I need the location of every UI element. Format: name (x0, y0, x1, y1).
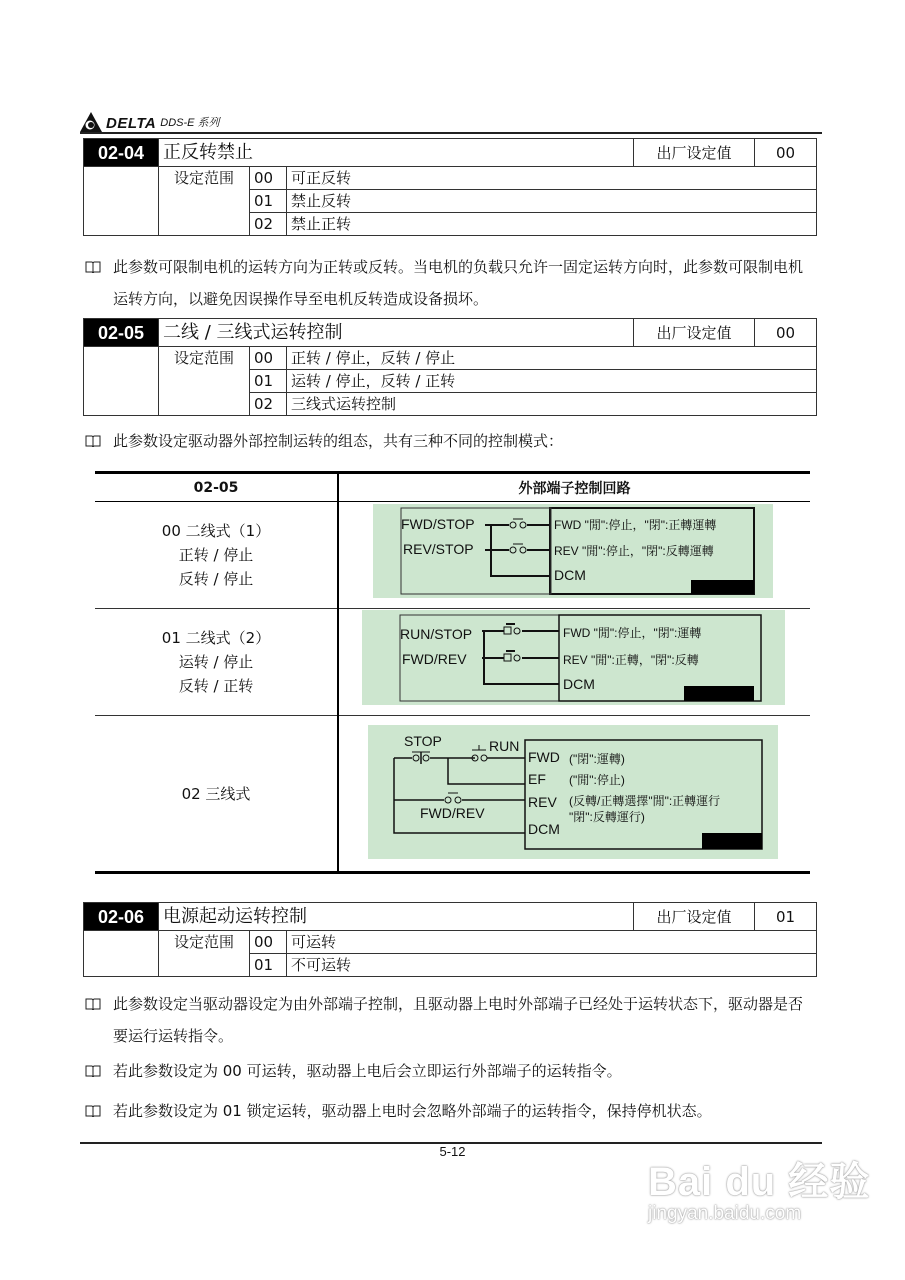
page-number: 5-12 (439, 1144, 466, 1159)
default-label: 出厂设定值 (634, 139, 755, 167)
param-name: 正反转禁止 (159, 139, 634, 167)
range-label: 设定范围 (159, 931, 250, 977)
param-table-02-04 (83, 138, 817, 236)
mode-line: 正转 / 停止 (178, 546, 254, 564)
note-text: 若此参数设定为 01 锁定运转，驱动器上电时会忽略外部端子的运转指令，保持停机状态。 (113, 1102, 712, 1120)
terminal-desc: (反轉/正轉選擇"閒":正轉運行 (569, 794, 721, 808)
terminal-desc: ("閒":停止) (569, 773, 625, 787)
default-value: 00 (755, 139, 817, 167)
book-icon (85, 261, 101, 273)
option-text: 正转 / 停止，反转 / 停止 (287, 347, 817, 370)
input-label: FWD/REV (402, 651, 467, 667)
mode-cell (95, 609, 338, 716)
range-label: 设定范围 (159, 167, 250, 236)
wiring-diagram-2wire-2 (362, 610, 785, 705)
default-label: 出厂设定值 (634, 903, 755, 931)
default-value: 01 (755, 903, 817, 931)
wiring-diagram-2wire-1 (373, 504, 773, 598)
terminal-label: REV "閒":正轉，"閉":反轉 (563, 653, 699, 667)
blank-cell (84, 167, 159, 236)
terminal-label: DCM (528, 821, 560, 837)
note-4 (85, 1055, 815, 1087)
terminal-label: DCM (554, 567, 586, 583)
default-label: 出厂设定值 (634, 319, 755, 347)
mode-line: 00 二线式（1） (161, 522, 271, 540)
param-code: 02-06 (84, 903, 159, 931)
note-1 (85, 251, 815, 315)
input-label: FWD/STOP (401, 516, 475, 532)
delta-triangle-icon (80, 112, 102, 132)
terminal-desc: ("閉":運轉) (569, 752, 625, 766)
mode-cell (95, 716, 338, 873)
terminal-label: DCM (563, 676, 595, 692)
param-code: 02-04 (84, 139, 159, 167)
terminal-label: EF (528, 771, 546, 787)
option-text: 运转 / 停止，反转 / 正转 (287, 370, 817, 393)
default-value: 00 (755, 319, 817, 347)
watermark-brand: Bai du 经验 (648, 1160, 871, 1204)
note-5 (85, 1095, 815, 1127)
param-table-02-06 (83, 902, 817, 977)
param-code: 02-05 (84, 319, 159, 347)
watermark-url: jingyan.baidu.com (648, 1203, 802, 1224)
param-name: 电源起动运转控制 (159, 903, 634, 931)
terminal-label: FWD (528, 749, 560, 765)
option-text: 三线式运转控制 (287, 393, 817, 416)
terminal-label: REV "閒":停止，"閉":反轉運轉 (554, 544, 714, 558)
option-code: 02 (250, 213, 287, 236)
mode-line: 01 二线式（2） (161, 629, 271, 647)
terminal-label: FWD "閒":停止，"閉":運轉 (563, 626, 702, 640)
option-code: 00 (250, 931, 287, 954)
note-text: 此参数可限制电机的运转方向为正转或反转。当电机的负载只允许一固定运转方向时，此参数可限制电机运转方向，以避免因误操作导至电机反转造成设备损坏。 (113, 258, 804, 308)
terminal-label: FWD "閒":停止，"閉":正轉運轉 (554, 518, 717, 532)
mode-cell (95, 502, 338, 609)
baidu-watermark (648, 1150, 870, 1225)
option-code: 01 (250, 370, 287, 393)
option-code: 01 (250, 954, 287, 977)
mode-line: 02 三线式 (181, 784, 251, 803)
option-code: 00 (250, 347, 287, 370)
option-text: 禁止反转 (287, 190, 817, 213)
blank-cell (84, 347, 159, 416)
input-label: REV/STOP (403, 541, 474, 557)
note-text: 此参数设定当驱动器设定为由外部端子控制，且驱动器上电时外部端子已经处于运转状态下，驱动器是否要运行运转指令。 (113, 995, 804, 1045)
book-icon (85, 1065, 101, 1077)
mode-line: 运转 / 停止 (178, 653, 254, 671)
wiring-diagram-3wire (368, 725, 778, 859)
range-label: 设定范围 (159, 347, 250, 416)
blank-cell (84, 931, 159, 977)
param-name: 二线 / 三线式运转控制 (159, 319, 634, 347)
book-icon (85, 435, 101, 447)
option-text: 不可运转 (287, 954, 817, 977)
option-text: 可运转 (287, 931, 817, 954)
terminal-desc: "閉":反轉運行) (569, 810, 645, 824)
note-text: 若此参数设定为 00 可运转，驱动器上电后会立即运行外部端子的运转指令。 (113, 1062, 622, 1080)
mode-line: 反转 / 停止 (178, 570, 254, 588)
series-name: DDS-E 系列 (160, 117, 220, 129)
book-icon (85, 998, 101, 1010)
run-label: RUN (489, 738, 520, 754)
col-header: 外部端子控制回路 (338, 473, 810, 502)
option-code: 01 (250, 190, 287, 213)
col-header: 02-05 (95, 473, 338, 502)
note-text: 此参数设定驱动器外部控制运转的组态，共有三种不同的控制模式： (113, 432, 564, 450)
note-2 (85, 425, 815, 457)
input-label: RUN/STOP (400, 626, 473, 642)
option-code: 02 (250, 393, 287, 416)
note-3 (85, 988, 815, 1052)
brand-name: DELTA (106, 115, 157, 132)
option-text: 可正反转 (287, 167, 817, 190)
fwdrev-label: FWD/REV (420, 805, 485, 821)
param-table-02-05 (83, 318, 817, 416)
option-text: 禁止正转 (287, 213, 817, 236)
terminal-label: REV (528, 794, 557, 810)
option-code: 00 (250, 167, 287, 190)
delta-logo (80, 106, 220, 132)
mode-line: 反转 / 正转 (178, 677, 254, 695)
book-icon (85, 1105, 101, 1117)
stop-label: STOP (404, 733, 442, 749)
header-rule (80, 132, 822, 134)
